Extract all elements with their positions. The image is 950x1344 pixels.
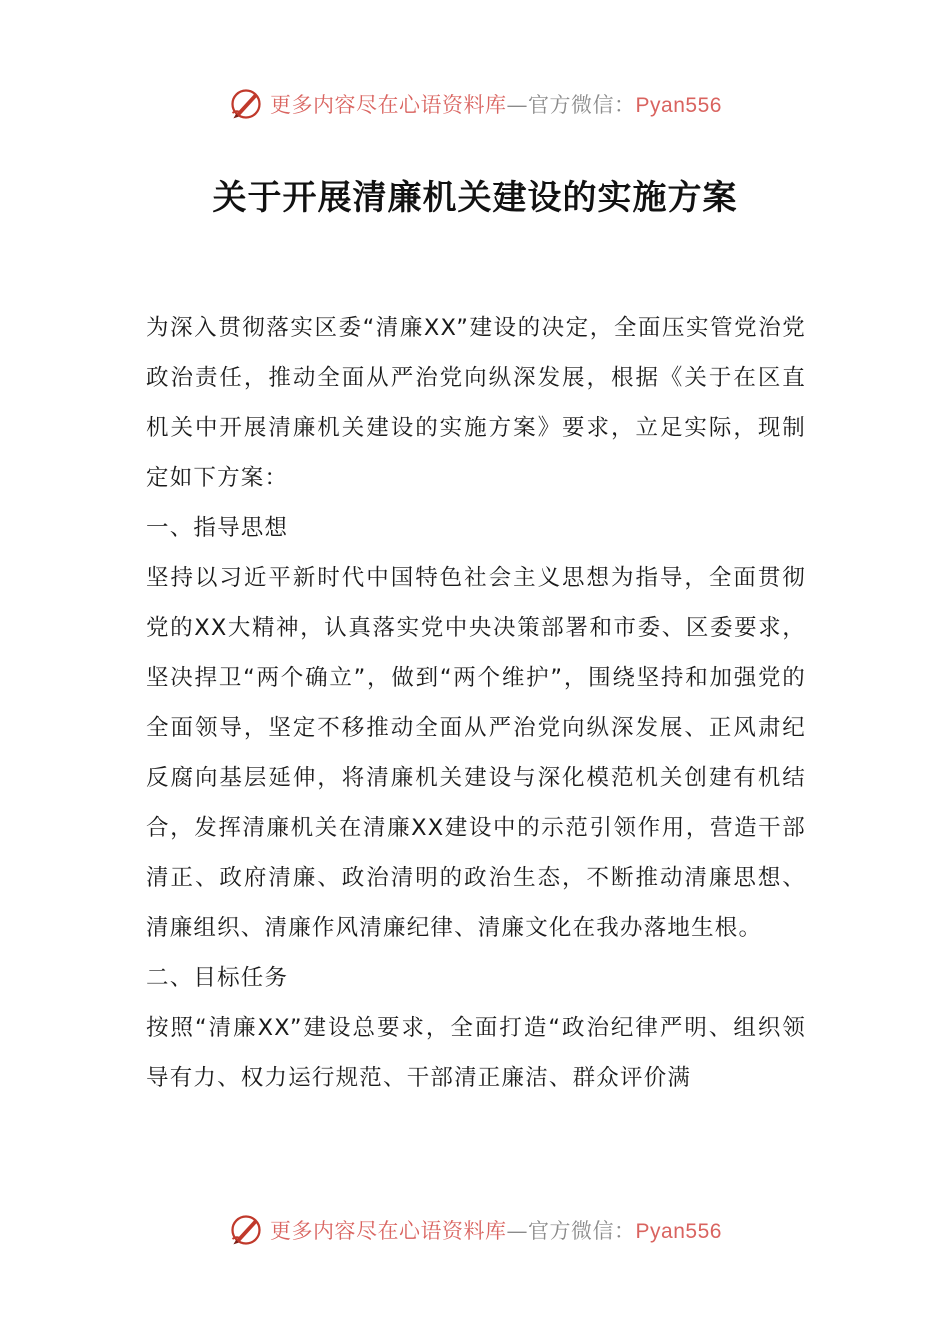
- pen-logo-icon: [228, 86, 264, 122]
- pen-logo-icon: [228, 1212, 264, 1248]
- watermark-site: 更多内容尽在心语资料库: [270, 1219, 507, 1243]
- document-body: [146, 303, 806, 1103]
- section-heading-guiding-ideology: 一、指导思想: [146, 515, 289, 541]
- guiding-ideology-paragraph: 坚持以习近平新时代中国特色社会主义思想为指导，全面贯彻党的XX大精神，认真落实党中央决策部署和市委、区委要求，坚决捍卫“两个确立”，做到“两个维护”，围绕坚持和加强党的全面领导，坚定不移推动全面从严治党向纵深发展、正风肃纪反腐向基层延伸，将清廉机关建设与深化模范机关创建有机结合，发挥清廉机关在清廉XX建设中的示范引领作用，营造干部清正、政府清廉、政治清明的政治生态，不断推动清廉思想、清廉组织、清廉作风清廉纪律、清廉文化在我办落地生根。: [146, 565, 806, 941]
- watermark-separator: —: [506, 1219, 529, 1243]
- watermark-banner-top: [0, 82, 950, 126]
- watermark-site: 更多内容尽在心语资料库: [270, 93, 507, 117]
- watermark-wechat-label: 官方微信：: [528, 1219, 636, 1243]
- document-title: 关于开展清廉机关建设的实施方案: [212, 178, 738, 218]
- watermark-text: [270, 1215, 722, 1245]
- watermark-wechat-id: Pyan556: [635, 94, 722, 117]
- section-heading-objectives: 二、目标任务: [146, 965, 289, 991]
- watermark-separator: —: [506, 93, 529, 117]
- watermark-wechat-id: Pyan556: [635, 1220, 722, 1243]
- watermark-banner-bottom: [0, 1208, 950, 1252]
- objectives-paragraph: 按照“清廉XX”建设总要求，全面打造“政治纪律严明、组织领导有力、权力运行规范、干部清正廉洁、群众评价满: [146, 1015, 806, 1091]
- intro-paragraph: 为深入贯彻落实区委“清廉XX”建设的决定，全面压实管党治党政治责任，推动全面从严治党向纵深发展，根据《关于在区直机关中开展清廉机关建设的实施方案》要求，立足实际，现制定如下方案：: [146, 315, 806, 491]
- watermark-wechat-label: 官方微信：: [528, 93, 636, 117]
- watermark-text: [270, 89, 722, 119]
